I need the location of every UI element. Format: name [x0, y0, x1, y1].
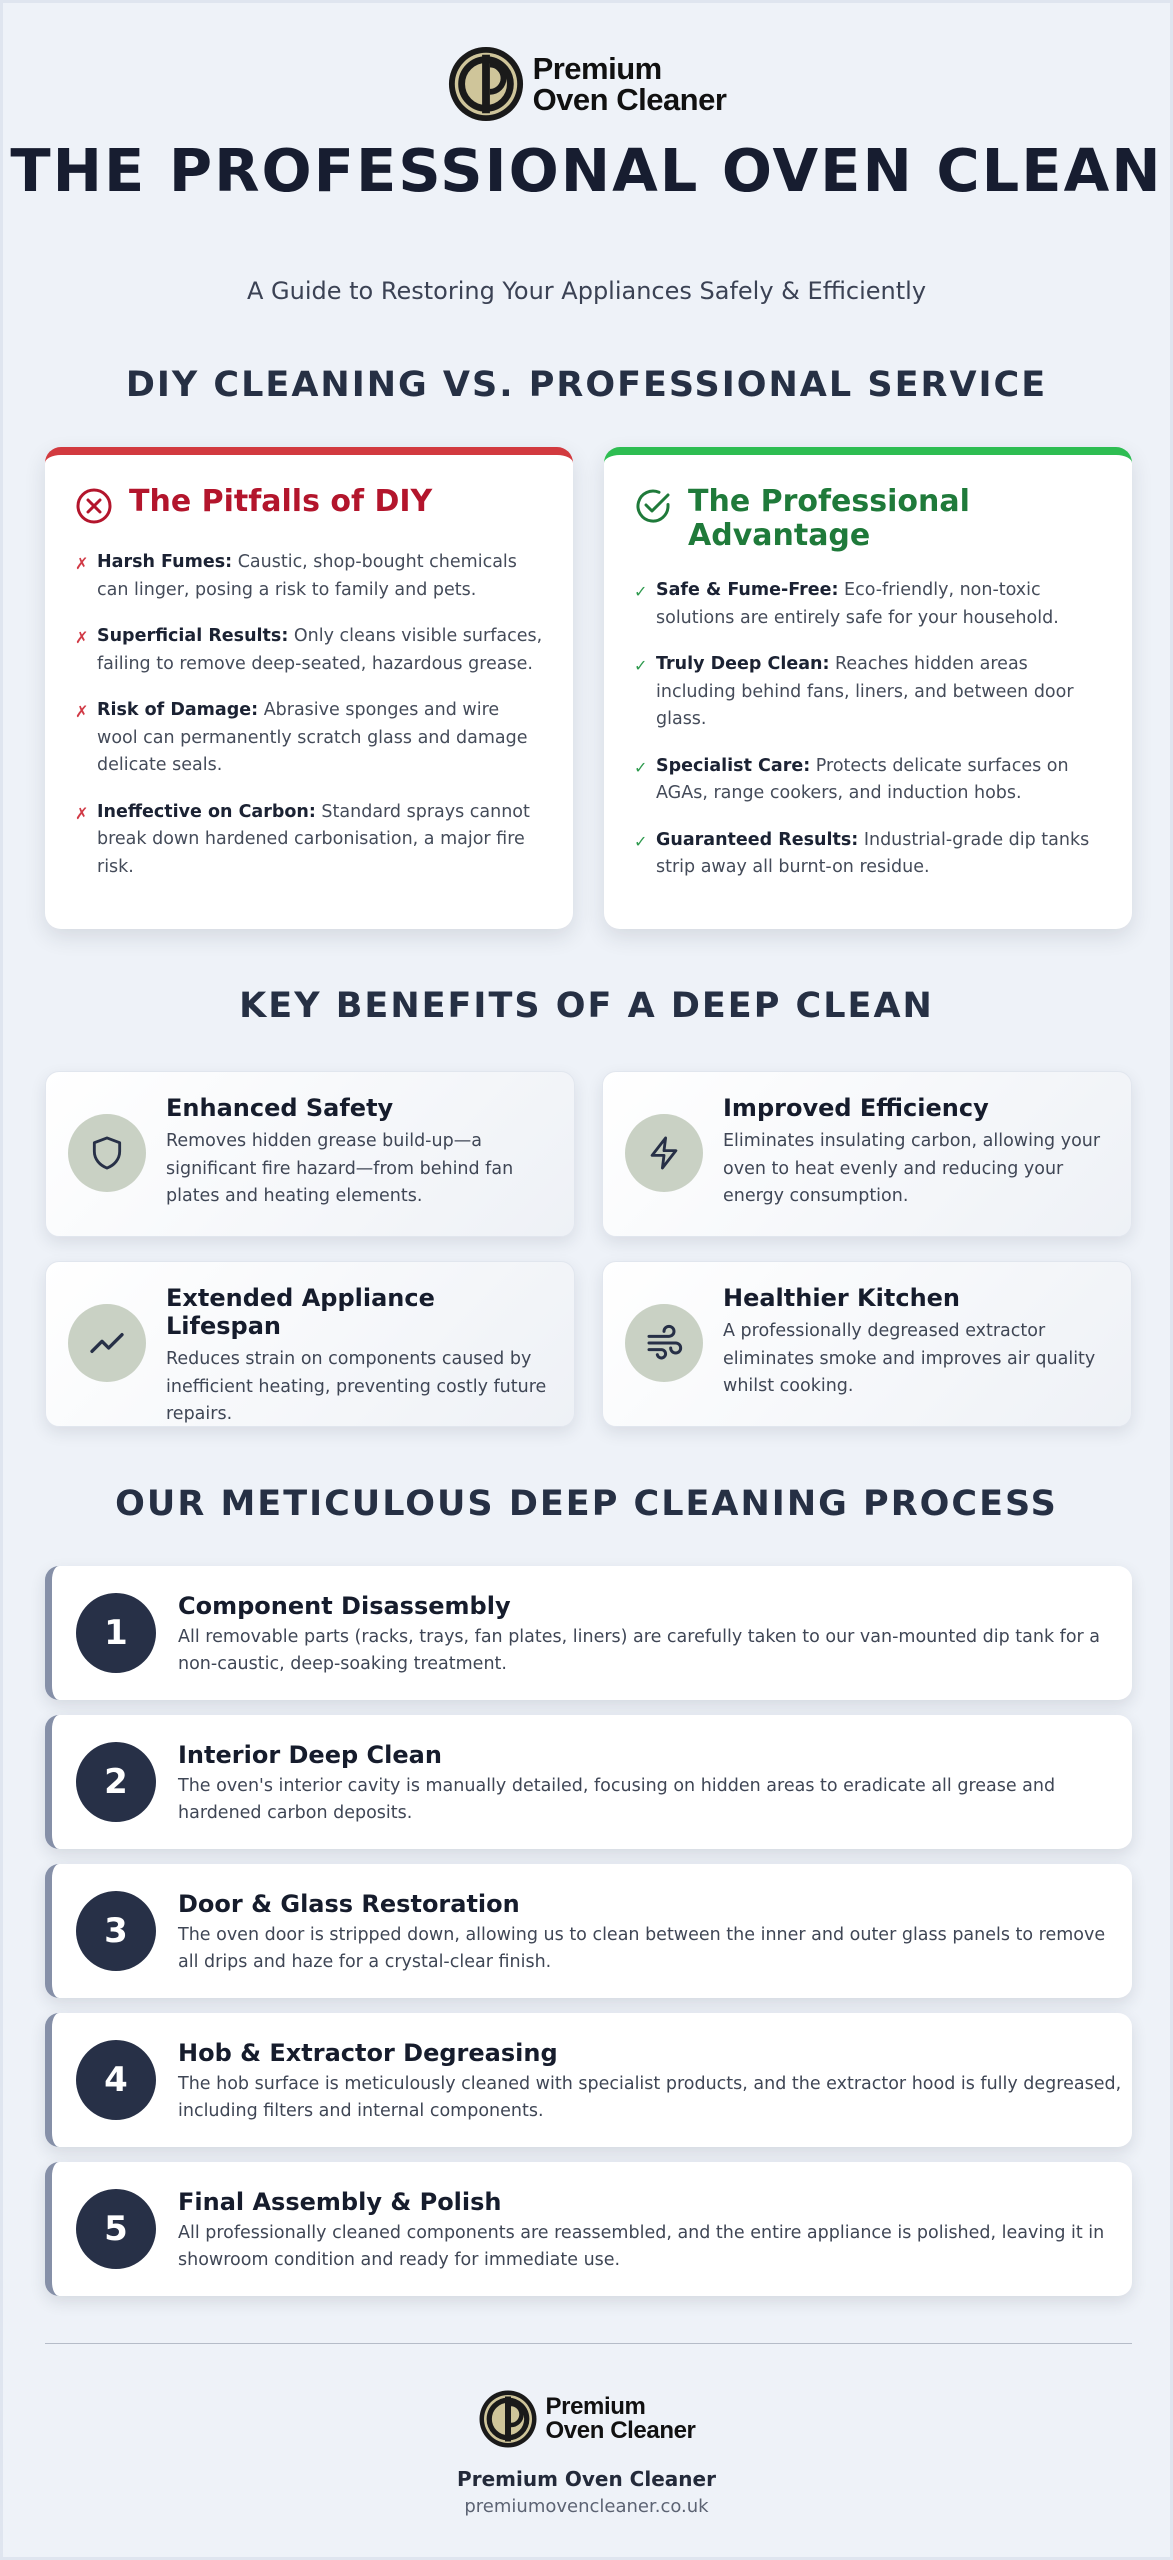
benefit-card-healthier	[602, 1261, 1132, 1427]
pro-card-title: The Professional Advantage	[688, 484, 970, 553]
list-item-desc: Industrial-grade dip tanks strip away all burnt-on residue.	[656, 829, 1090, 877]
brand-logo[interactable]	[3, 45, 1170, 123]
list-item-desc: Reaches hidden areas including behind fans, liners, and between door glass.	[656, 654, 1074, 729]
cross-mark-icon: ✗	[75, 803, 89, 823]
list-item-text	[656, 753, 1102, 808]
page-subtitle: A Guide to Restoring Your Appliances Safely & Efficiently	[246, 277, 927, 305]
footer-divider	[45, 2343, 1132, 2344]
process-step-1	[45, 1566, 1132, 1700]
process-heading: OUR METICULOUS DEEP CLEANING PROCESS	[115, 1484, 1058, 1524]
footer-website-link[interactable]: premiumovencleaner.co.uk	[464, 2496, 709, 2517]
list-item-text	[97, 697, 543, 780]
benefit-title: Improved Efficiency	[723, 1094, 989, 1122]
process-step-5	[45, 2162, 1132, 2296]
cross-mark-icon: ✗	[75, 628, 89, 647]
footer-company-name: Premium Oven Cleaner	[457, 2467, 716, 2491]
step-title: Hob & Extractor Degreasing	[178, 2038, 558, 2067]
diy-pitfall-item	[75, 697, 543, 780]
step-number-badge: 2	[76, 1742, 156, 1822]
check-mark-icon: ✓	[634, 582, 648, 601]
logo-line-2: Oven Cleaner	[532, 82, 727, 117]
shield-icon	[88, 1134, 126, 1172]
diy-pitfall-item	[75, 623, 543, 678]
process-step-4	[45, 2013, 1132, 2147]
list-item-desc: Abrasive sponges and wire wool can permanently scratch glass and damage delicate seals.	[97, 700, 528, 775]
pro-advantage-item	[634, 577, 1102, 632]
cross-mark-icon: ✗	[75, 554, 89, 573]
list-item-desc: Only cleans visible surfaces, failing to remove deep-seated, hazardous grease.	[97, 626, 543, 674]
list-item-text	[656, 577, 1102, 632]
pro-advantage-card	[604, 447, 1132, 929]
step-title: Door & Glass Restoration	[178, 1889, 520, 1918]
list-item-text	[97, 549, 543, 604]
comparison-heading: DIY CLEANING VS. PROFESSIONAL SERVICE	[125, 365, 1048, 405]
list-item-desc: Eco-friendly, non-toxic solutions are entirely safe for your household.	[656, 580, 1059, 628]
list-item-label: Specialist Care:	[656, 755, 811, 776]
list-item-label: Guaranteed Results:	[656, 829, 859, 850]
benefit-desc: A professionally degreased extractor eliminates smoke and improves air quality whilst cooking.	[723, 1321, 1096, 1396]
benefit-card-lifespan	[45, 1261, 575, 1427]
benefit-title: Extended Appliance Lifespan	[166, 1284, 435, 1340]
step-desc: All removable parts (racks, trays, fan plates, liners) are carefully taken to our van-mounted dip tank for a non-caustic, deep-soaking treatment.	[178, 1626, 1101, 1674]
infographic-page	[3, 3, 1170, 2557]
process-step-3	[45, 1864, 1132, 1998]
x-circle-icon	[75, 487, 113, 525]
diy-pitfalls-card	[45, 447, 573, 929]
logo-mark-icon	[478, 2389, 538, 2449]
benefits-heading: KEY BENEFITS OF A DEEP CLEAN	[239, 986, 934, 1026]
trend-line-icon	[87, 1323, 127, 1363]
diy-pitfall-item	[75, 549, 543, 604]
step-title: Interior Deep Clean	[178, 1740, 442, 1769]
benefit-title: Healthier Kitchen	[723, 1284, 961, 1312]
step-desc: The oven's interior cavity is manually detailed, focusing on hidden areas to eradicate all grease and hardened carbon deposits.	[178, 1775, 1056, 1823]
pro-advantage-item	[634, 827, 1102, 882]
step-title: Component Disassembly	[178, 1591, 511, 1620]
step-title: Final Assembly & Polish	[178, 2187, 502, 2216]
logo-line-2: Oven Cleaner	[545, 2417, 696, 2444]
pro-advantage-list	[634, 577, 1102, 882]
list-item-text	[97, 799, 543, 882]
list-item-desc: Caustic, shop-bought chemicals can linger, posing a risk to family and pets.	[97, 552, 517, 600]
benefit-desc: Removes hidden grease build-up—a significant fire hazard—from behind fan plates and heating elements.	[166, 1131, 514, 1206]
page-title: THE PROFESSIONAL OVEN CLEAN	[10, 136, 1163, 205]
check-mark-icon: ✓	[634, 656, 648, 675]
pro-advantage-item	[634, 651, 1102, 734]
list-item-label: Safe & Fume-Free:	[656, 580, 839, 600]
list-item-label: Truly Deep Clean:	[656, 654, 830, 674]
step-number-badge: 4	[76, 2040, 156, 2120]
logo-wordmark	[546, 2395, 696, 2443]
benefit-card-safety	[45, 1071, 575, 1237]
step-desc: The hob surface is meticulously cleaned with specialist products, and the extractor hood is fully degreased, including filters and internal components.	[178, 2073, 1122, 2121]
check-mark-icon: ✓	[634, 757, 648, 777]
diy-pitfalls-list	[75, 549, 543, 881]
diy-card-title: The Pitfalls of DIY	[129, 484, 433, 519]
logo-line-1: Premium	[545, 2393, 646, 2420]
list-item-label: Risk of Damage:	[97, 700, 259, 720]
check-mark-icon: ✓	[634, 831, 648, 851]
step-desc: All professionally cleaned components are reassembled, and the entire appliance is polished, leaving it in showroom condition and ready for immediate use.	[178, 2222, 1105, 2270]
list-item-desc: Protects delicate surfaces on AGAs, range cookers, and induction hobs.	[656, 755, 1069, 803]
list-item-label: Superficial Results:	[97, 626, 289, 646]
benefit-desc: Eliminates insulating carbon, allowing your oven to heat evenly and reducing your energy consumption.	[723, 1131, 1101, 1206]
logo-wordmark	[533, 53, 727, 115]
benefit-title: Enhanced Safety	[166, 1094, 394, 1122]
process-step-2	[45, 1715, 1132, 1849]
wind-icon	[644, 1323, 684, 1363]
logo-line-1: Premium	[532, 51, 662, 86]
lightning-icon	[645, 1134, 683, 1172]
step-number-badge: 1	[76, 1593, 156, 1673]
list-item-label: Harsh Fumes:	[97, 552, 233, 572]
check-circle-icon	[634, 487, 672, 525]
list-item-text	[97, 623, 543, 678]
diy-pitfall-item	[75, 799, 543, 882]
logo-mark-icon	[447, 45, 525, 123]
cross-mark-icon: ✗	[75, 702, 89, 721]
pro-advantage-item	[634, 753, 1102, 808]
step-desc: The oven door is stripped down, allowing us to clean between the inner and outer glass panels to remove all drips and haze for a crystal-clear finish.	[178, 1924, 1106, 1972]
list-item-label: Ineffective on Carbon:	[97, 801, 316, 822]
list-item-text	[656, 651, 1102, 734]
list-item-desc: Standard sprays cannot break down hardened carbonisation, a major fire risk.	[97, 801, 530, 877]
benefit-card-efficiency	[602, 1071, 1132, 1237]
step-number-badge: 3	[76, 1891, 156, 1971]
footer-brand-logo[interactable]	[3, 2389, 1170, 2449]
list-item-text	[656, 827, 1102, 882]
benefit-desc: Reduces strain on components caused by inefficient heating, preventing costly future repairs.	[166, 1349, 547, 1424]
step-number-badge: 5	[76, 2189, 156, 2269]
